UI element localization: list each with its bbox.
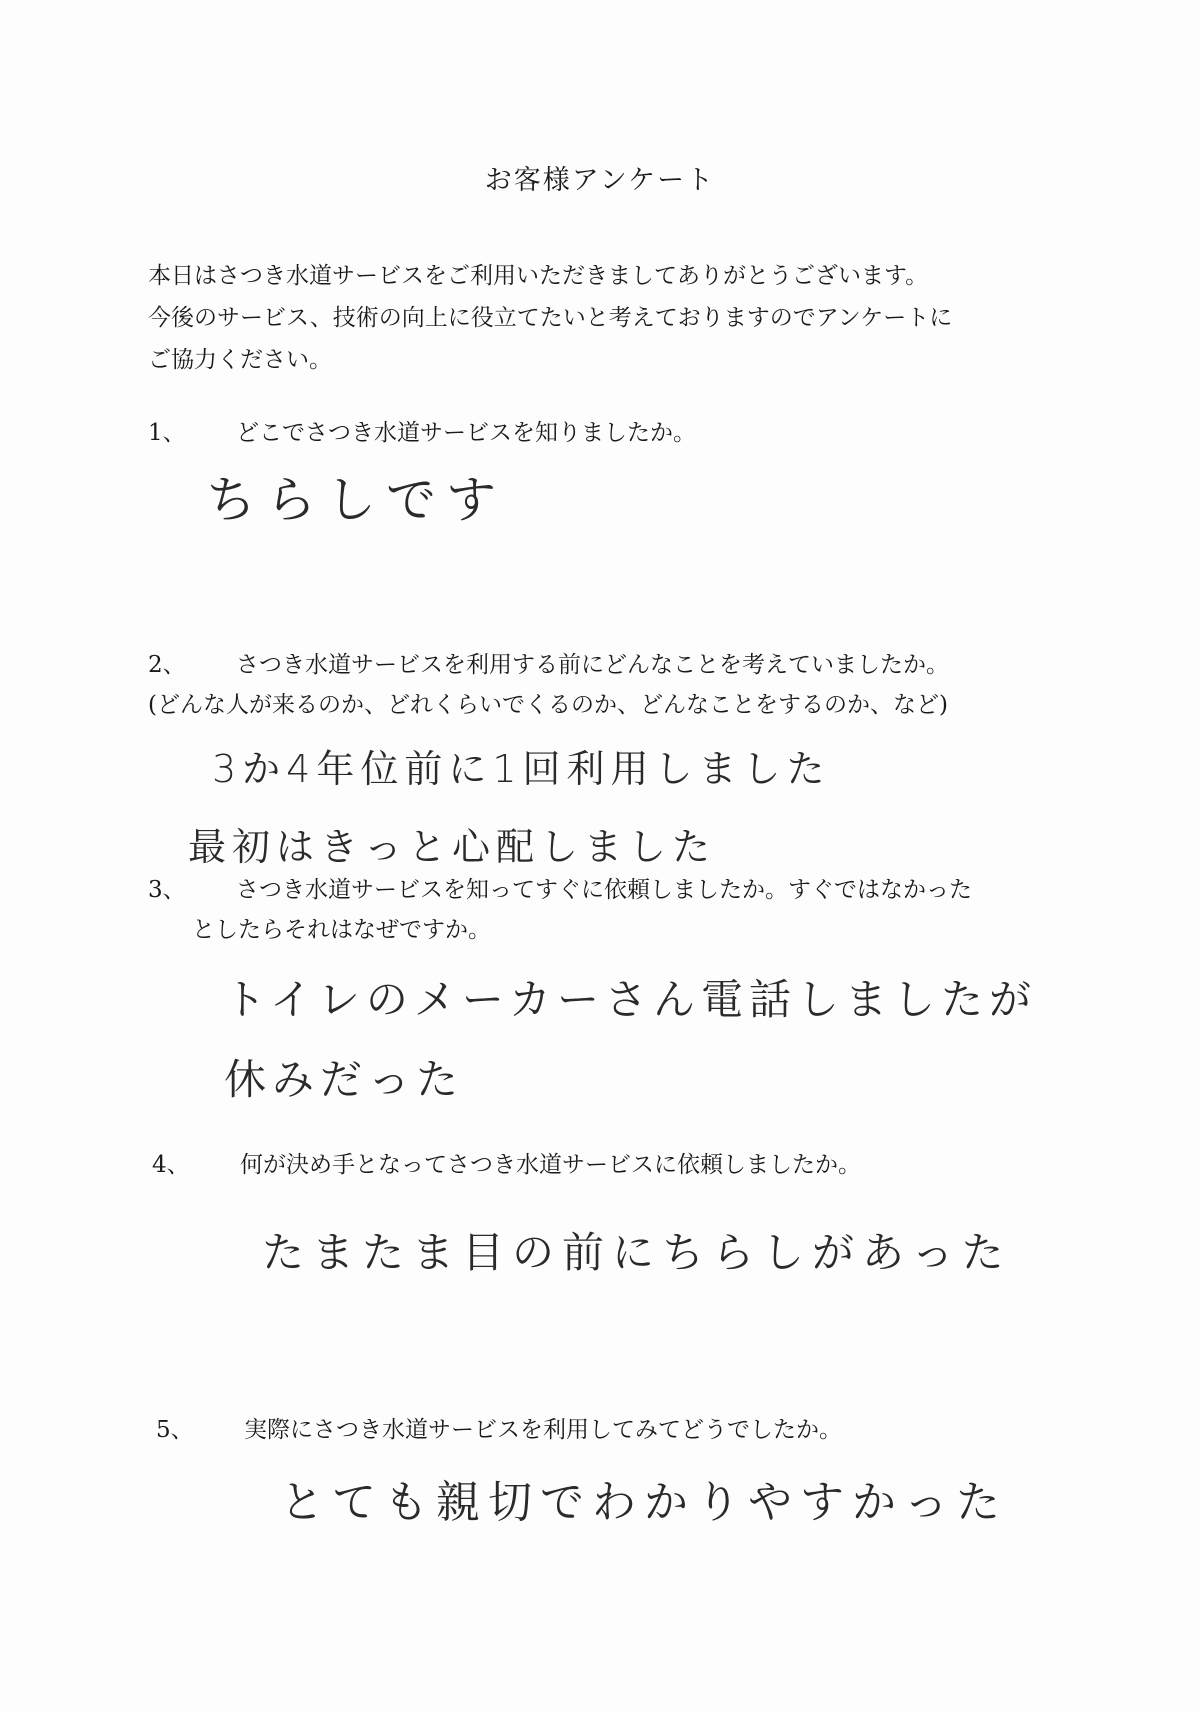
answer-line: トイレのメーカーさん電話しましたが — [224, 975, 1038, 1024]
question-number: 2、 — [148, 652, 186, 678]
intro-line: 本日はさつき水道サービスをご利用いただきましてありがとうございます。 — [148, 263, 929, 289]
question-number: 5、 — [156, 1417, 194, 1443]
question-text: さつき水道サービスを利用する前にどんなことを考えていましたか。 — [236, 652, 949, 678]
answer-line: 3か4年位前に1回利用しました — [212, 747, 831, 791]
answer-2 — [188, 730, 831, 886]
answer-line: とても親切でわかりやすかった — [280, 1477, 1008, 1528]
question-number: 1、 — [148, 420, 186, 446]
answer-line: 最初はきっと心配しました — [188, 825, 717, 869]
answer-1 — [206, 470, 506, 530]
answer-line: たまたま目の前にちらしがあった — [262, 1228, 1012, 1277]
answer-line: 休みだった — [224, 1055, 465, 1104]
page-title: お客様アンケート — [484, 165, 716, 196]
question-text: 実際にさつき水道サービスを利用してみてどうでしたか。 — [244, 1417, 842, 1443]
answer-3 — [224, 960, 1037, 1120]
answer-4 — [262, 1218, 1012, 1288]
intro-line: ご協力ください。 — [148, 347, 332, 373]
question-number: 3、 — [148, 877, 186, 903]
question-text: どこでさつき水道サービスを知りましたか。 — [236, 420, 696, 446]
question-subtext: としたらそれはなぜですか。 — [192, 917, 491, 943]
intro-text — [148, 255, 1108, 381]
answer-5 — [280, 1468, 1008, 1538]
question-subtext: (どんな人が来るのか、どれくらいでくるのか、どんなことをするのか、など) — [148, 692, 948, 718]
question-number: 4、 — [152, 1152, 190, 1178]
question-text: 何が決め手となってさつき水道サービスに依頼しましたか。 — [240, 1152, 861, 1178]
answer-line: ちらしです — [206, 471, 506, 529]
intro-line: 今後のサービス、技術の向上に役立てたいと考えておりますのでアンケートに — [148, 305, 953, 331]
question-text: さつき水道サービスを知ってすぐに依頼しましたか。すぐではなかった — [236, 877, 972, 903]
